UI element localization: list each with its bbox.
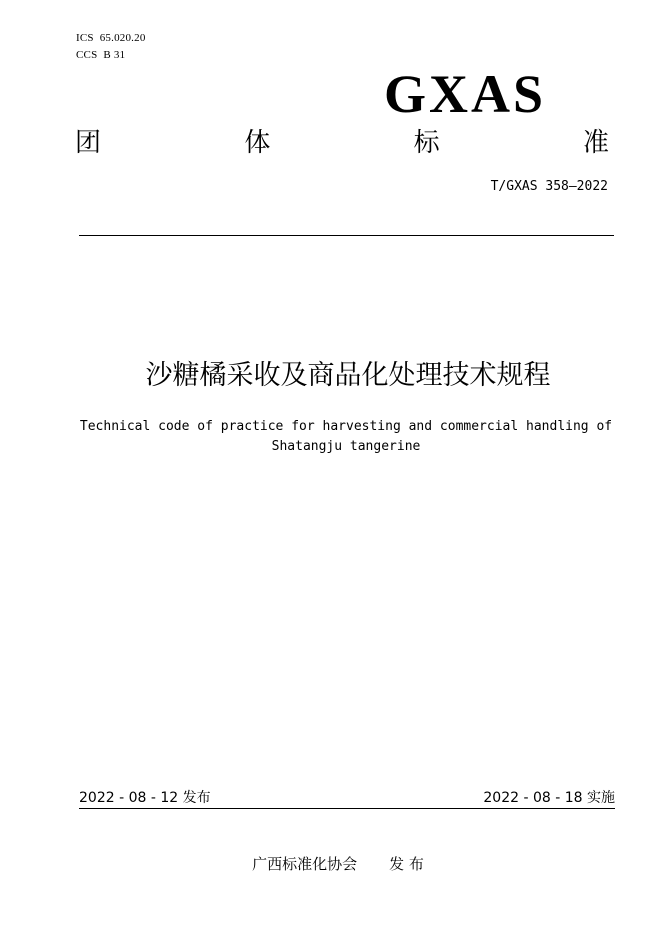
date-row [79, 788, 615, 808]
standard-number: T/GXAS 358—2022 [490, 179, 608, 194]
ics-label: ICS [76, 32, 94, 44]
gxas-logo-text: GXAS [384, 64, 547, 124]
top-divider [79, 235, 614, 236]
english-title-line: Technical code of practice for harvesting and commercial handling of [79, 419, 613, 434]
chinese-title: 沙糖橘采收及商品化处理技术规程 [145, 360, 551, 391]
english-title [78, 417, 614, 457]
ics-classification [76, 32, 152, 44]
category-char: 团 [75, 128, 102, 158]
ccs-classification [76, 49, 131, 61]
issuer-name: 广西标准化协会 [252, 855, 358, 873]
english-title-line: Shatangju tangerine [271, 439, 421, 454]
issuer-line [0, 853, 662, 875]
standard-category [75, 126, 609, 160]
ccs-code: B 31 [103, 49, 126, 61]
ics-code: 65.020.20 [99, 32, 146, 44]
category-char: 标 [413, 128, 440, 158]
bottom-divider [79, 808, 615, 809]
publish-date: 2022 - 08 - 12 发布 [79, 790, 211, 806]
category-char: 准 [582, 128, 609, 158]
issue-word: 发 布 [389, 855, 424, 873]
category-char: 体 [244, 128, 271, 158]
ccs-label: CCS [76, 49, 98, 61]
implement-date: 2022 - 08 - 18 实施 [483, 790, 615, 806]
